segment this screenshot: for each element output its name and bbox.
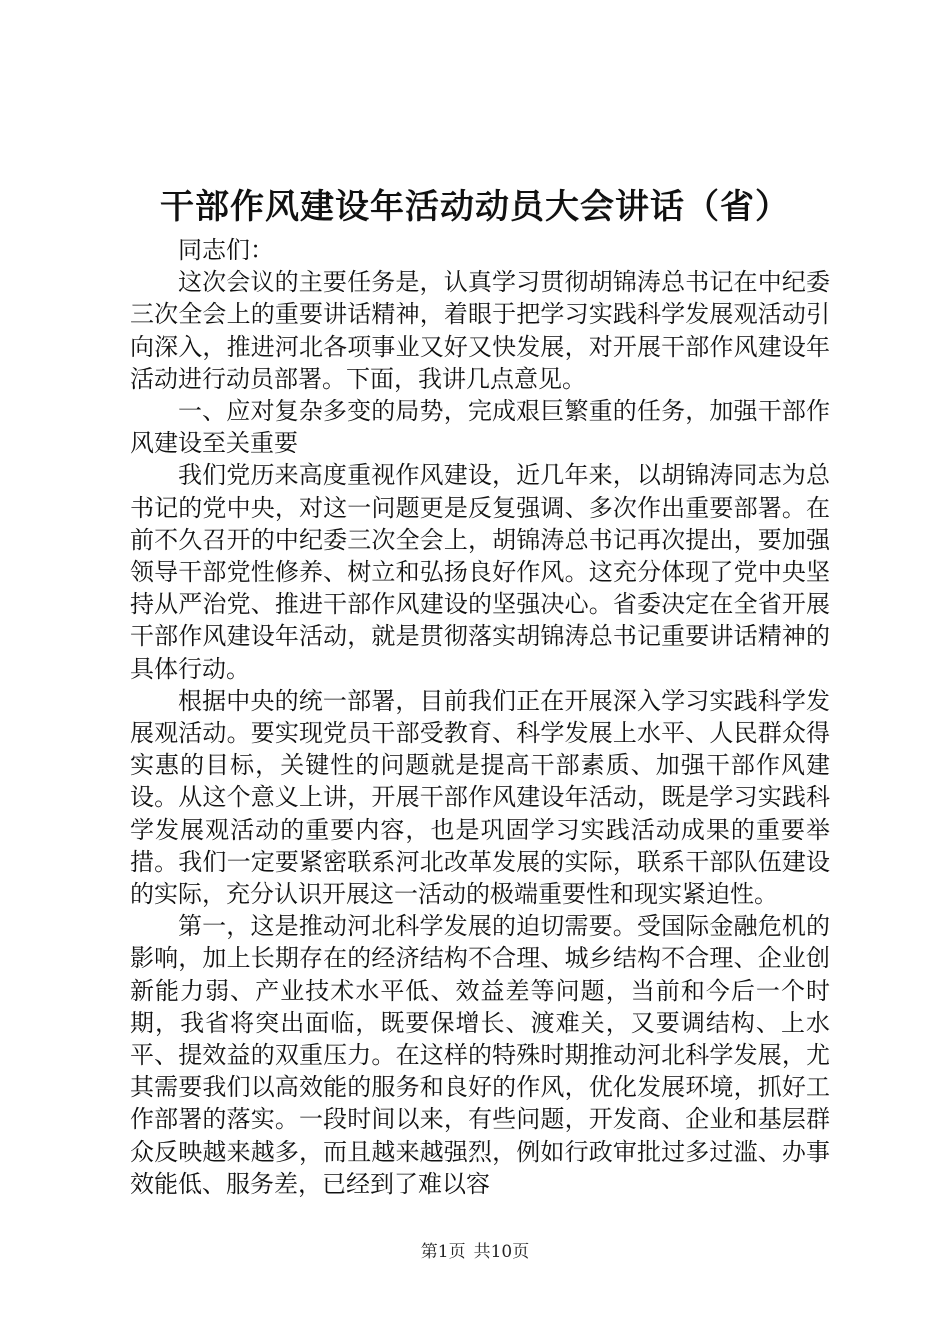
body-paragraph: 第一，这是推动河北科学发展的迫切需要。受国际金融危机的影响，加上长期存在的经济结构不合理、城乡结构不合理、企业创新能力弱、产业技术水平低、效益差等问题，当前和今后一个时期，我省将突出面临，既要保增长、渡难关，又要调结构、上水平、提效益的双重压力。在这样的特殊时期推动河北科学发展，尤其需要我们以高效能的服务和良好的作风，优化发展环境，抓好工作部署的落实。一段时间以来，有些问题，开发商、企业和基层群众反映越来越多，而且越来越强烈，例如行政审批过多过滥、办事效能低、服务差，已经到了难以容 <box>130 912 830 1198</box>
page-footer <box>0 1241 950 1263</box>
document-body <box>130 234 830 1200</box>
page-number: 第1页 <box>420 1242 466 1262</box>
document-title: 干部作风建设年活动动员大会讲话（省） <box>160 187 790 227</box>
body-paragraph: 这次会议的主要任务是，认真学习贯彻胡锦涛总书记在中纪委三次全会上的重要讲话精神，着眼于把学习实践科学发展观活动引向深入，推进河北各项事业又好又快发展，对开展干部作风建设年活动进行动员部署。下面，我讲几点意见。 <box>130 268 830 393</box>
section-heading: 一、应对复杂多变的局势，完成艰巨繁重的任务，加强干部作风建设至关重要 <box>130 397 830 458</box>
salutation: 同志们： <box>178 236 274 264</box>
body-paragraph: 我们党历来高度重视作风建设，近几年来，以胡锦涛同志为总书记的党中央，对这一问题更是反复强调、多次作出重要部署。在前不久召开的中纪委三次全会上，胡锦涛总书记再次提出，要加强领导干部党性修养、树立和弘扬良好作风。这充分体现了党中央坚持从严治党、推进干部作风建设的坚强决心。省委决定在全省开展干部作风建设年活动，就是贯彻落实胡锦涛总书记重要讲话精神的具体行动。 <box>130 461 830 683</box>
total-pages: 共10页 <box>473 1242 530 1262</box>
body-paragraph: 根据中央的统一部署，目前我们正在开展深入学习实践科学发展观活动。要实现党员干部受教育、科学发展上水平、人民群众得实惠的目标，关键性的问题就是提高干部素质、加强干部作风建设。从这个意义上讲，开展干部作风建设年活动，既是学习实践科学发展观活动的重要内容，也是巩固学习实践活动成果的重要举措。我们一定要紧密联系河北改革发展的实际，联系干部队伍建设的实际，充分认识开展这一活动的极端重要性和现实紧迫性。 <box>130 686 830 909</box>
